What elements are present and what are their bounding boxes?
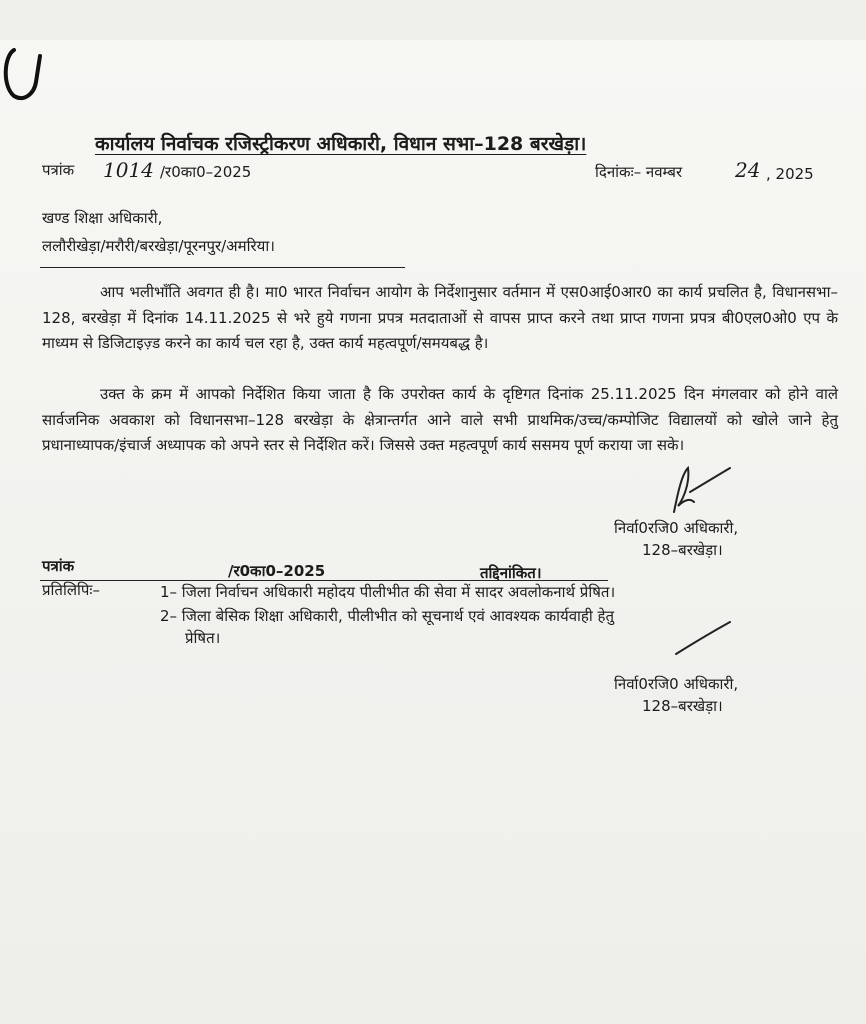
copy-ref-rule (40, 580, 608, 581)
addressee-line2: ललौरीखेड़ा/मरौरी/बरखेड़ा/पूरनपुर/अमरिया। (42, 237, 275, 255)
date-label: दिनांकः– नवम्बर (595, 163, 683, 181)
addressee-line1: खण्ड शिक्षा अधिकारी, (42, 209, 163, 227)
copy-ref-date: तद्दिनांकित। (480, 564, 542, 582)
date-year: , 2025 (766, 165, 814, 183)
copy-item-2: 2– जिला बेसिक शिक्षा अधिकारी, पीलीभीत को सूचनार्थ एवं आवश्यक कार्यवाही हेतु (160, 607, 615, 625)
ref-suffix: /र0का0–2025 (160, 163, 252, 181)
handwritten-signature (660, 462, 740, 522)
signature-designation: निर्वा0रजि0 अधिकारी, (614, 519, 739, 537)
addressee-rule (40, 267, 405, 268)
signature2-constituency: 128–बरखेड़ा। (642, 697, 723, 715)
body-paragraph-2: उक्त के क्रम में आपको निर्देशित किया जाता है कि उपरोक्त कार्य के दृष्टिगत दिनांक 25.11.2025 दिन मंगलवार को होने वाले सार्वजनिक अवकाश को विधानसभा–128 बरखेड़ा के क्षेत्रान्तर्गत आने वाले सभी प्राथमिक/उच्च/कम्पोजिट विद्यालयों को खोले जाने हेतु प्रधानाध्यापक/इंचार्ज अध्यापक को अपने स्तर से निर्देशित करें। जिससे उक्त महत्वपूर्ण कार्य ससमय पूर्ण कराया जा सके। (42, 385, 838, 454)
office-title: कार्यालय निर्वाचक रजिस्ट्रीकरण अधिकारी, विधान सभा–128 बरखेड़ा। (95, 133, 587, 155)
signature2-designation: निर्वा0रजि0 अधिकारी, (614, 675, 739, 693)
copy-item-2-continuation: प्रेषित। (185, 629, 221, 647)
copy-ref-suffix: /र0का0–2025 (228, 562, 326, 580)
body-paragraph-1: आप भलीभाँति अवगत ही है। मा0 भारत निर्वाचन आयोग के निर्देशानुसार वर्तमान में एस0आई0आर0 का कार्य प्रचलित है, विधानसभा–128, बरखेड़ा में दिनांक 14.11.2025 से भरे हुये गणना प्रपत्र मतदाताओं से वापस प्राप्त करने तथा प्राप्त गणना प्रपत्र बी0एल0ओ0 एप के माध्यम से डिजिटाइज़्ड करने का कार्य चल रहा है, उक्त कार्य महत्वपूर्ण/समयबद्ध है। (42, 283, 838, 352)
paper-clip-icon (0, 48, 50, 108)
handwritten-initial (672, 618, 752, 658)
copy-item-1: 1– जिला निर्वाचन अधिकारी महोदय पीलीभीत की सेवा में सादर अवलोकनार्थ प्रेषित। (160, 583, 616, 601)
signature-constituency: 128–बरखेड़ा। (642, 541, 723, 559)
ref-label: पत्रांक (42, 161, 75, 179)
copy-label: प्रतिलिपिः– (42, 581, 100, 599)
copy-ref-label: पत्रांक (42, 557, 75, 575)
date-day: 24 (735, 158, 761, 182)
ref-number: 1014 (103, 158, 154, 182)
